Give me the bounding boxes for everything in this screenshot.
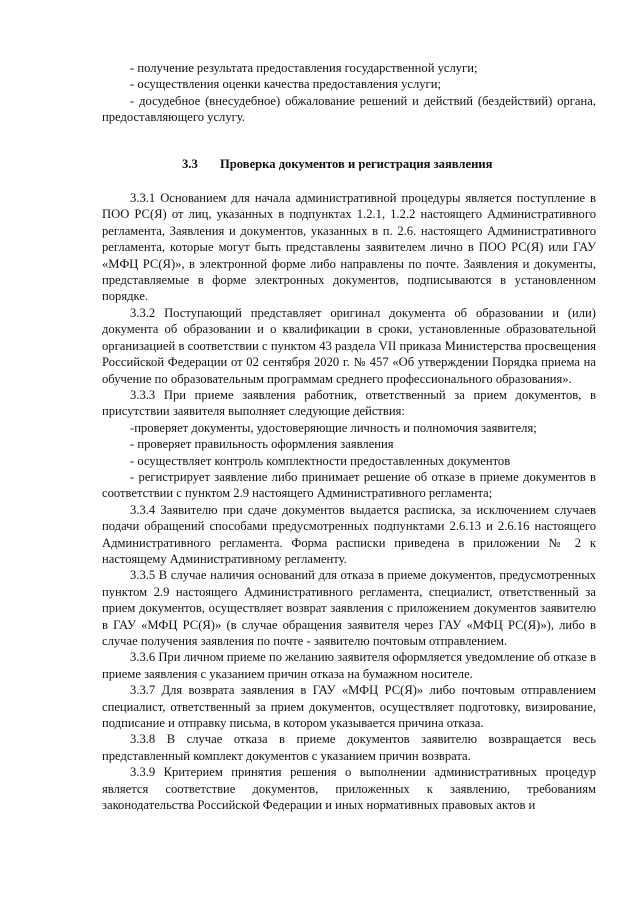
section-title: Проверка документов и регистрация заявления bbox=[220, 156, 493, 171]
list-item: - проверяет правильность оформления заявления bbox=[130, 437, 394, 452]
paragraph-3-3-8: 3.3.8 В случае отказа в приеме документов заявителю возвращается весь представленный комплект документов с указанием причин возврата. bbox=[102, 732, 596, 763]
paragraph-3-3-7: 3.3.7 Для возврата заявления в ГАУ «МФЦ РС(Я)» либо почтовым отправлением специалист, ответственный за прием документов, осуществляет подготовку, визирование, подписание и отправку письма, в котором указывается причина отказа. bbox=[102, 683, 596, 731]
list-item: - досудебное (внесудебное) обжалование решений и действий (бездействий) органа, предоставляющего услугу. bbox=[102, 93, 596, 125]
paragraph-3-3-9: 3.3.9 Критерием принятия решения о выполнении административных процедур является соответствие документов, приложенных к заявлению, требованиям законодательства Российской Федерации и иных нормативных правовых актов и bbox=[102, 765, 596, 813]
section-number: 3.3 bbox=[182, 156, 198, 171]
document-body bbox=[102, 60, 596, 813]
section-heading bbox=[102, 156, 596, 172]
list-item: - осуществляет контроль комплектности предоставленных документов bbox=[130, 453, 511, 468]
paragraph-3-3-3: 3.3.3 При приеме заявления работник, ответственный за прием документов, в присутствии заявителя выполняет следующие действия: bbox=[102, 387, 596, 419]
list-item: - регистрирует заявление либо принимает решение об отказе в приеме документов в соответствии с пунктом 2.9 настоящего Административного регламента; bbox=[102, 469, 596, 501]
paragraph-3-3-5: 3.3.5 В случае наличия оснований для отказа в приеме документов, предусмотренных пунктом 2.9 настоящего Административного регламента, специалист, ответственный за прием документов, осуществляет возврат заявления с приложением документов заявителю в ГАУ «МФЦ РС(Я)» (в случае обращения заявителя через ГАУ «МФЦ РС(Я)»), либо в случае получения заявления по почте - заявителю почтовым отправлением. bbox=[102, 568, 596, 648]
paragraph-3-3-1: 3.3.1 Основанием для начала административной процедуры является поступление в ПОО РС(Я) от лиц, указанных в подпунктах 1.2.1, 1.2.2 настоящего Административного регламента, Заявления и документов, указанных в п. 2.6. настоящего Административного регламента, которые могут быть представлены заявителем лично в ПОО РС(Я) или ГАУ «МФЦ РС(Я)», в электронной форме либо направлены по почте. Заявления и документы, представляемые в форме электронных документов, подписываются в установленном порядке. bbox=[102, 191, 596, 304]
paragraph-3-3-2: 3.3.2 Поступающий представляет оригинал документа об образовании и (или) документа об образовании и о квалификации в сроки, установленные образовательной организацией в соответствии с пунктом 43 раздела VII приказа Министерства просвещения Российской Федерации от 02 сентября 2020 г. № 457 «Об утверждении Порядка приема на обучение по образовательным программам среднего профессионального образования». bbox=[102, 305, 596, 386]
paragraph-3-3-6: 3.3.6 При личном приеме по желанию заявителя оформляется уведомление об отказе в приеме заявления с указанием причин отказа на бумажном носителе. bbox=[102, 650, 597, 681]
list-item: - получение результата предоставления государственной услуги; bbox=[130, 61, 478, 75]
list-item: -проверяет документы, удостоверяющие личность и полномочия заявителя; bbox=[130, 420, 537, 435]
list-item: - осуществления оценки качества предоставления услуги; bbox=[130, 77, 441, 92]
paragraph-3-3-4: 3.3.4 Заявителю при сдаче документов выдается расписка, за исключением случаев подачи обращений способами предусмотренных подпунктами 2.6.13 и 2.6.16 настоящего Административного регламента. Форма расписки приведена в приложении № 2 к настоящему Административному регламенту. bbox=[102, 502, 596, 566]
